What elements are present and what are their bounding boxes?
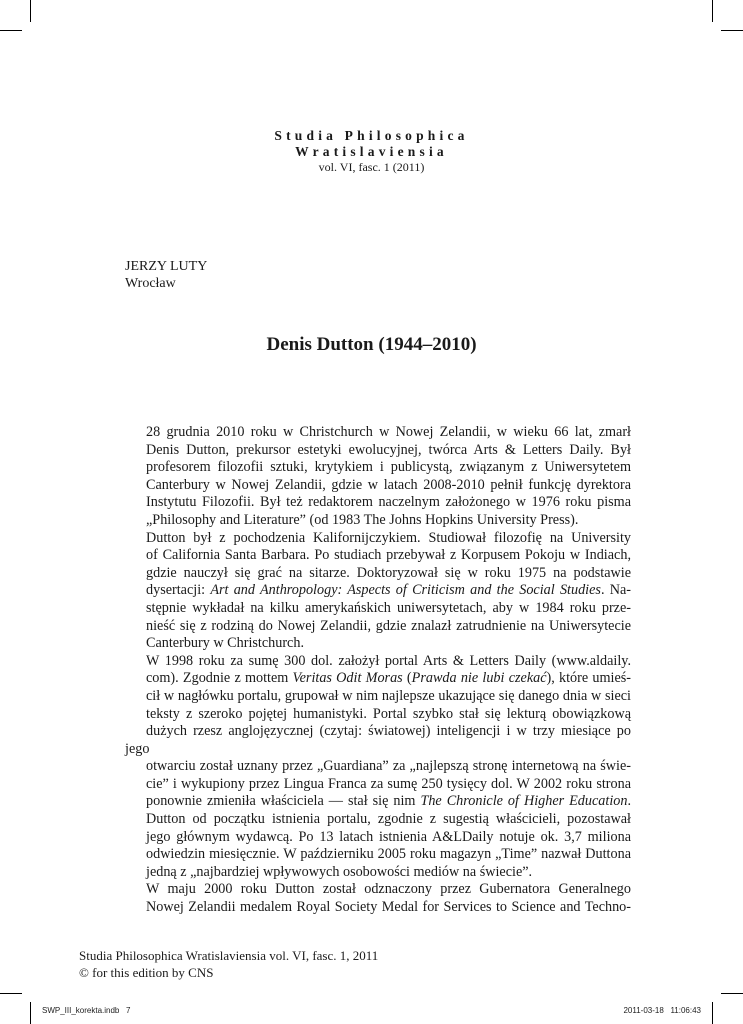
dissertation-title: Art and Anthropology: Aspects of Criticism and the Social Studies bbox=[210, 582, 601, 599]
publication-title: The Chronicle of Higher Education bbox=[420, 793, 628, 810]
text-line bbox=[125, 670, 631, 688]
text-line: stępnie wykładał na kilku amerykańskich uniwersytetach, aby w 1984 roku prze- bbox=[146, 599, 631, 616]
slug-timestamp: 2011-03-18 11:06:43 bbox=[623, 1006, 701, 1015]
text-line: Dutton był z pochodzenia Kalifornijczykiem. Studiował filozofię na University bbox=[146, 529, 631, 546]
text-line: nieść się z rodziną do Nowej Zelandii, gdzie znalazł zatrudnienie na Uniwersytecie bbox=[146, 617, 631, 634]
paragraph bbox=[125, 881, 631, 916]
text-line bbox=[125, 582, 631, 600]
text-line: teksty z szeroko pojętej humanistyki. Portal szybko stał się lekturą obowiązkową bbox=[146, 705, 631, 722]
text-run: dysertacji: bbox=[146, 582, 211, 599]
footer-copyright: © for this edition by CNS bbox=[79, 964, 214, 980]
journal-header bbox=[0, 128, 743, 175]
text-line: cie” i wykupiony przez Lingua Franca za sumę 250 tysięcy dol. W 2002 roku strona bbox=[146, 775, 631, 792]
motto-polish: Prawda nie lubi czekać bbox=[411, 670, 547, 687]
text-line: „Philosophy and Literature” (od 1983 The Johns Hopkins University Press). bbox=[146, 511, 579, 528]
text-line: jedną z „najbardziej wpływowych osobowości mediów na świecie”. bbox=[146, 863, 533, 880]
text-run: com). Zgodnie z mottem bbox=[146, 670, 293, 687]
crop-mark bbox=[712, 1002, 713, 1024]
crop-mark bbox=[712, 0, 713, 22]
paragraph bbox=[125, 424, 631, 530]
text-run: . Na- bbox=[600, 582, 631, 599]
text-run: ponownie zmieniła właściciela — stał się nim bbox=[146, 793, 421, 810]
journal-volume: vol. VI, fasc. 1 (2011) bbox=[318, 160, 425, 174]
text-line bbox=[125, 793, 631, 811]
text-line: cił w nagłówku portalu, grupował w nim najlepsze ukazujące się danego dnia w sieci bbox=[146, 687, 631, 704]
article-body bbox=[125, 424, 631, 917]
crop-mark bbox=[30, 0, 31, 22]
author-affiliation: Wrocław bbox=[125, 276, 176, 291]
paragraph bbox=[125, 530, 631, 653]
author-block bbox=[125, 258, 207, 292]
text-line: Dutton od początku istnienia portalu, zgodnie z sugestią właścicieli, pozostawał bbox=[146, 811, 631, 828]
text-line: 28 grudnia 2010 roku w Christchurch w Nowej Zelandii, w wieku 66 lat, zmarł bbox=[146, 424, 631, 440]
text-line: W maju 2000 roku Dutton został odznaczony przez Gubernatora Generalnego bbox=[146, 881, 631, 898]
journal-name-line2: Wratislaviensia bbox=[295, 144, 448, 159]
crop-mark bbox=[0, 993, 22, 994]
text-run: . bbox=[627, 793, 631, 810]
journal-name: Studia Philosophica bbox=[274, 128, 469, 143]
crop-mark bbox=[721, 993, 743, 994]
crop-mark bbox=[0, 30, 22, 31]
text-line: gdzie nauczył się grać na sitarze. Doktoryzował się w roku 1975 na podstawie bbox=[146, 564, 631, 581]
author-name: JERZY LUTY bbox=[125, 259, 208, 274]
paragraph bbox=[125, 653, 631, 882]
text-line: profesorem filozofii sztuki, krytykiem i publicystą, związanym z Uniwersytetem bbox=[146, 459, 631, 476]
crop-mark bbox=[30, 1002, 31, 1024]
text-line: Instytutu Filozofii. Był też redaktorem naczelnym założonego w 1976 roku pisma bbox=[146, 494, 631, 511]
text-line: W 1998 roku za sumę 300 dol. założył portal Arts & Letters Daily (www.aldaily. bbox=[146, 652, 631, 669]
text-line: Denis Dutton, prekursor estetyki ewolucyjnej, twórca Arts & Letters Daily. Był bbox=[146, 441, 631, 458]
text-line: otwarciu został uznany przez „Guardiana” za „najlepszą stronę internetową na świe- bbox=[146, 758, 631, 775]
text-line: Canterbury w Christchurch. bbox=[146, 635, 304, 652]
slug-filename: SWP_III_korekta.indb 7 bbox=[42, 1006, 131, 1015]
page-footer bbox=[79, 948, 378, 981]
footer-citation: Studia Philosophica Wratislaviensia vol. VI, fasc. 1, 2011 bbox=[79, 948, 379, 963]
text-run: ( bbox=[402, 670, 412, 687]
text-line: of California Santa Barbara. Po studiach przebywał z Korpusem Pokoju w Indiach, bbox=[146, 547, 631, 564]
text-line: Nowej Zelandii medalem Royal Society Medal for Services to Science and Techno- bbox=[146, 899, 631, 916]
text-run: ), które umieś- bbox=[546, 670, 632, 687]
text-line: dużych rzesz anglojęzycznej (czytaj: światowej) inteligencji i w trzy miesiące po jego bbox=[125, 723, 631, 757]
motto-latin: Veritas Odit Moras bbox=[292, 670, 403, 687]
text-line: Canterbury w Nowej Zelandii, gdzie w latach 2008-2010 pełnił funkcję dyrektora bbox=[146, 476, 631, 493]
article-title: Denis Dutton (1944–2010) bbox=[266, 334, 477, 355]
text-line: jego głównym wydawcą. Po 13 latach istnienia A&LDaily notuje ok. 3,7 miliona bbox=[146, 828, 631, 845]
crop-mark bbox=[721, 30, 743, 31]
text-line: odwiedzin miesięcznie. W październiku 2005 roku magazyn „Time” nazwał Duttona bbox=[146, 846, 631, 863]
